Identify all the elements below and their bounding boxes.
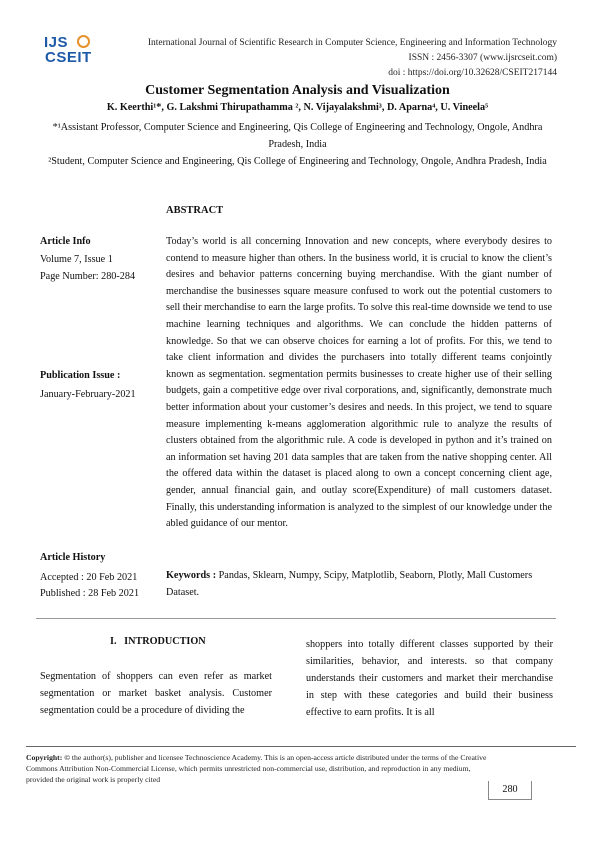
keywords-label: Keywords : [166,570,217,581]
copyright-label: Copyright: © [26,753,70,762]
publication-issue-value: January-February-2021 [40,389,136,400]
affiliation-1: *¹Assistant Professor, Computer Science and Engineering, Qis College of Engineering and Technology, Ongole, Andhra Pradesh, India [52,122,543,150]
journal-logo [44,34,102,68]
logo-text-top: IJS [44,34,69,51]
introduction-heading: I. INTRODUCTION [110,636,206,647]
article-pages: Page Number: 280-284 [40,271,136,282]
author-list: K. Keerthi¹*, G. Lakshmi Thirupathamma ², N. Vijayalakshmi³, D. Aparna⁴, U. Vineela⁵ [106,102,489,113]
logo-ring-icon [77,35,90,48]
published-date: Published : 28 Feb 2021 [40,588,140,599]
journal-doi[interactable]: doi : https://doi.org/10.32628/CSEIT217144 [388,68,557,78]
article-history-heading: Article History [40,552,106,563]
journal-issn: ISSN : 2456-3307 (www.ijsrcseit.com) [408,53,557,63]
paper-title: Customer Segmentation Analysis and Visualization [145,83,450,98]
page-number: 280 [488,781,532,800]
accepted-date: Accepted : 20 Feb 2021 [40,572,138,583]
section-divider [36,618,556,619]
article-info-heading: Article Info [40,236,91,247]
copyright-text: the author(s), publisher and licensee Technoscience Academy. This is an open-access article distributed under the terms of the Creative Commons Attribution Non-Commercial License, which permits unrestricted non-commercial use, distribution, and reproduction in any medium, provided the original work is properly cited [26,753,487,784]
article-volume: Volume 7, Issue 1 [40,254,113,265]
introduction-column-1: Segmentation of shoppers can even refer as market segmentation or market basket analysis. Customer segmentation could be a procedure of dividing the [40,671,272,716]
keywords [166,568,552,601]
footer-divider [26,746,576,747]
abstract-heading: ABSTRACT [166,205,224,216]
abstract-body: Today’s world is all concerning Innovation and new concepts, where everybody desires to contend to measure higher than others. In the business world, it is crucial to know the client’s desires and behavior patterns concerning buying merchandise. With the giant number of merchandise the businesses square measure confused to work out the potential customers to sell their merchandise to earn the large profits. To solve this real-time downside we tend to use machine learning techniques and algorithms. We can conclude the hidden patterns of knowledge. So that we can observe choices for earning a lot of profits. For this, we tend to take client information and divides the purchasers into totally different teams conjointly known as segmentation. segmentation permits businesses to create higher use of their selling budgets, gain a competitive edge over rival corporations, and, significantly, demonstrate much better information about your customer’s desires and needs. In this project, we tend to square measure implementing k-means agglomeration algorithmic rule to analyze the results of clusters obtained from the algorithmic rule. A code is developed in python and it’s trained on an information set having 201 data samples that are taken from the native shopping center. All the offered data within the dataset is placed along to own a concept concerning client age, gender, annual financial gain, and outlay score(Expenditure) of mall customers dataset. Finally, this understanding information is analyzed to the simplest of our knowledge under the abled guidance of our mentor. [166,236,552,530]
logo-text-bottom: CSEIT [45,49,92,66]
copyright-notice [26,752,496,785]
keywords-value: Pandas, Sklearn, Numpy, Scipy, Matplotlib, Seaborn, Plotly, Mall Customers Dataset. [166,570,533,598]
affiliation-2: ²Student, Computer Science and Engineering, Qis College of Engineering and Technology, Ongole, Andhra Pradesh, India [48,156,547,167]
publication-issue-heading: Publication Issue : [40,370,121,381]
introduction-column-2: shoppers into totally different classes supported by their similarities, behavior, and interests. so that company understands their customers and market their merchandise in step with these categories and build their business effective to earn profits. It is all [306,639,553,718]
journal-name: International Journal of Scientific Research in Computer Science, Engineering and Information Technology [147,38,557,48]
